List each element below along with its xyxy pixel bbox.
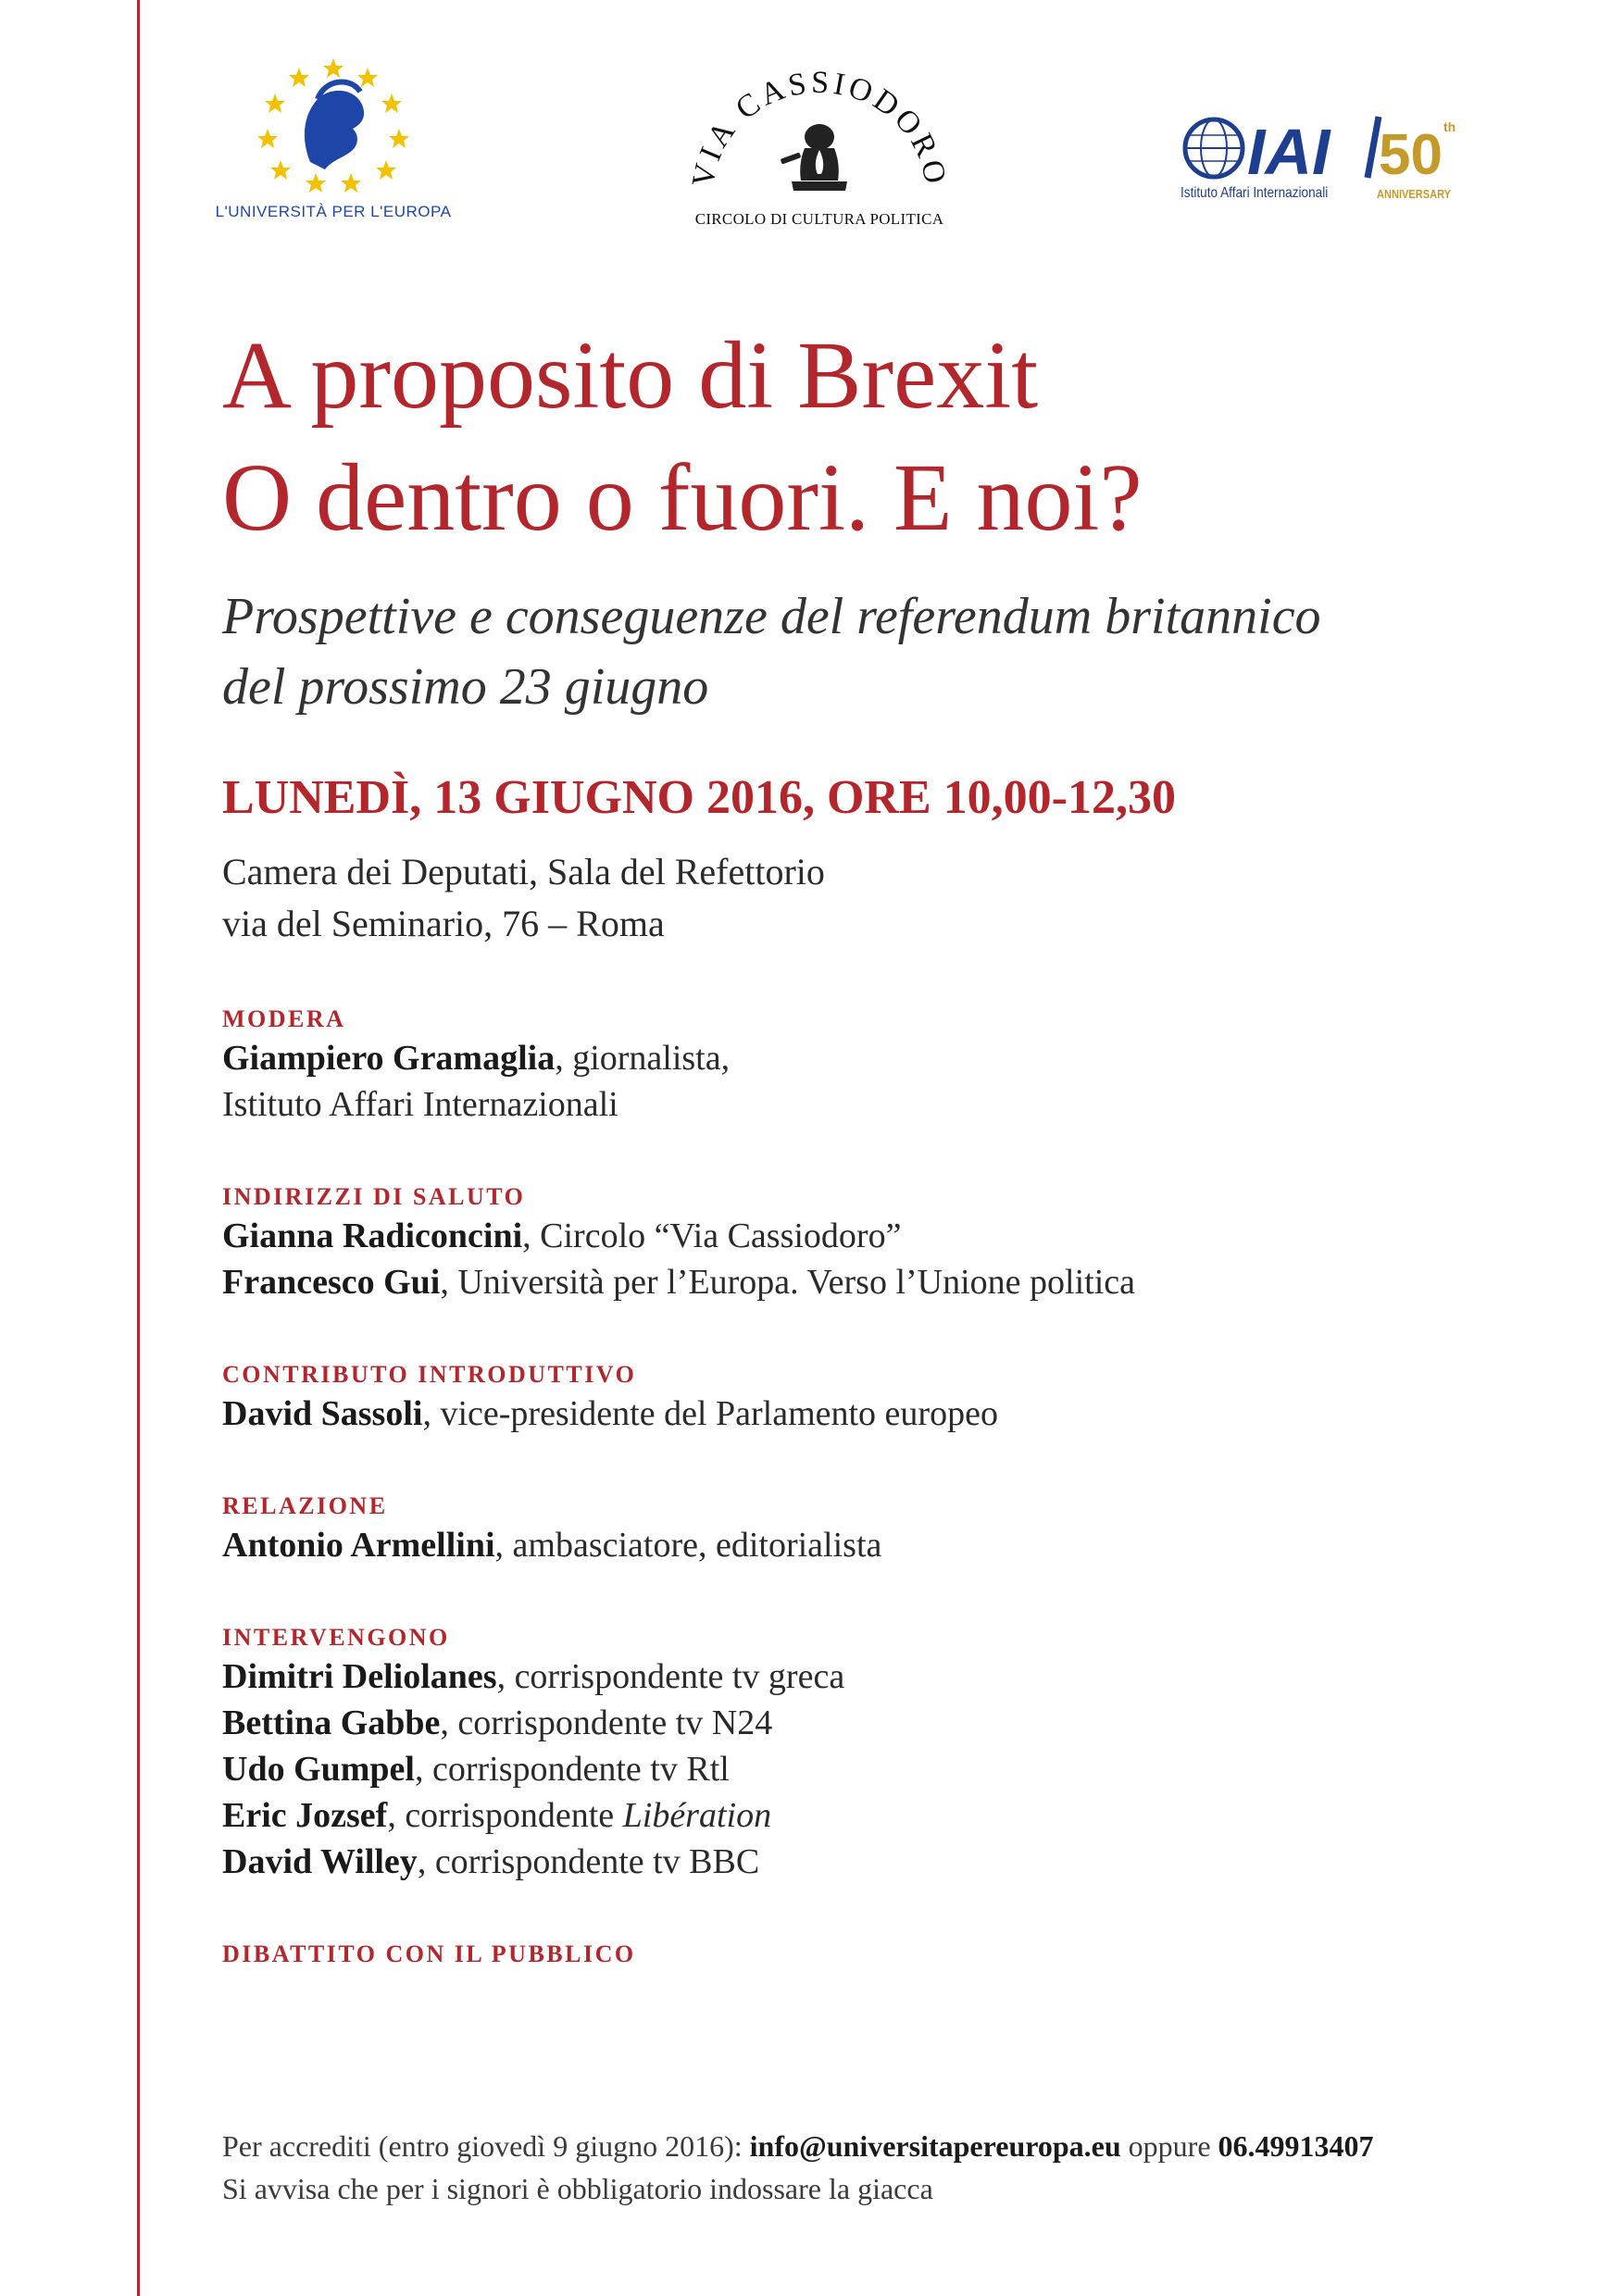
iai-name: Istituto Affari Internazionali xyxy=(1181,185,1329,201)
person-line xyxy=(222,1259,1537,1305)
person-line xyxy=(222,1213,1537,1259)
section-dibattito xyxy=(222,1939,1537,1970)
person-name: Dimitri Deliolanes xyxy=(222,1657,497,1696)
person-role: , corrispondente tv N24 xyxy=(440,1703,773,1742)
person-name: Udo Gumpel xyxy=(222,1750,415,1789)
person-line xyxy=(222,1792,1537,1839)
iai-globe-icon xyxy=(1181,113,1458,187)
eu-stars-helmet-icon xyxy=(245,51,421,199)
cassiodoro-figure-icon xyxy=(681,65,958,213)
person-line xyxy=(222,1700,1537,1746)
contact-email[interactable]: info@universitapereuropa.eu xyxy=(749,2129,1121,2163)
person-role: , corrispondente tv Rtl xyxy=(414,1750,730,1789)
person-role: , Università per l’Europa. Verso l’Unione politica xyxy=(440,1263,1136,1302)
person-line xyxy=(222,1746,1537,1792)
accreditation-line xyxy=(222,2125,1555,2167)
person-line xyxy=(222,1391,1537,1437)
person-name: Bettina Gabbe xyxy=(222,1703,441,1742)
via-cassiodoro-logo xyxy=(681,65,958,250)
subtitle-line-1: Prospettive e conseguenze del referendum britannico xyxy=(222,588,1321,645)
section-label: INTERVENGONO xyxy=(222,1624,450,1651)
person-name: Antonio Armellini xyxy=(222,1526,495,1565)
cassiodoro-subtitle: CIRCOLO DI CULTURA POLITICA xyxy=(694,210,944,228)
person-role: , Circolo “Via Cassiodoro” xyxy=(522,1217,902,1255)
title-line-2: O dentro o fuori. E noi? xyxy=(222,444,1143,551)
contact-phone[interactable]: 06.49913407 xyxy=(1218,2129,1374,2163)
person-line xyxy=(222,1522,1537,1568)
person-role: , corrispondente tv greca xyxy=(496,1657,845,1696)
person-role: , vice-presidente del Parlamento europeo xyxy=(422,1394,998,1433)
universita-logo-text: L'UNIVERSITÀ PER L'EUROPA xyxy=(215,203,452,220)
section-relazione xyxy=(222,1491,1537,1568)
dress-code-note: Si avvisa che per i signori è obbligatorio indossare la giacca xyxy=(222,2172,933,2205)
person-role: , corrispondente tv BBC xyxy=(417,1842,760,1881)
cassiodoro-arc-text: VIA CASSIODORO xyxy=(685,65,954,191)
section-label: INDIRIZZI DI SALUTO xyxy=(222,1183,526,1210)
person-name: Giampiero Gramaglia xyxy=(222,1039,556,1078)
person-role: , corrispondente xyxy=(387,1796,623,1835)
person-line xyxy=(222,1839,1537,1885)
section-saluto xyxy=(222,1181,1537,1305)
person-role: , ambasciatore, editorialista xyxy=(494,1526,882,1565)
section-intervengono xyxy=(222,1622,1537,1885)
section-modera xyxy=(222,1004,1537,1128)
footer xyxy=(222,2125,1555,2210)
person-role: , giornalista, xyxy=(555,1039,731,1078)
venue-line-2: via del Seminario, 76 – Roma xyxy=(222,903,665,944)
subtitle xyxy=(222,581,1537,722)
section-label: RELAZIONE xyxy=(222,1492,388,1519)
person-role-italic: Libération xyxy=(622,1796,772,1835)
person-name: Eric Jozsef xyxy=(222,1796,388,1835)
person-line xyxy=(222,1035,1537,1081)
person-name: David Sassoli xyxy=(222,1394,423,1433)
section-contributo xyxy=(222,1359,1537,1437)
accreditation-middle: oppure xyxy=(1120,2129,1218,2163)
iai-logo xyxy=(1181,113,1458,215)
iai-anniversary: ANNIVERSARY xyxy=(1377,187,1452,201)
person-name: Francesco Gui xyxy=(222,1263,441,1302)
title-line-1: A proposito di Brexit xyxy=(222,322,1039,429)
section-label: CONTRIBUTO INTRODUTTIVO xyxy=(222,1361,637,1388)
iai-th: th xyxy=(1443,119,1456,134)
universita-per-europa-logo xyxy=(213,51,454,245)
person-line xyxy=(222,1653,1537,1700)
left-accent-rule xyxy=(137,0,140,2296)
main-content xyxy=(222,315,1537,1970)
person-name: Gianna Radiconcini xyxy=(222,1217,523,1255)
iai-mark: IAI xyxy=(1247,116,1330,187)
venue-line-1: Camera dei Deputati, Sala del Refettorio xyxy=(222,851,825,892)
section-label: DIBATTITO CON IL PUBBLICO xyxy=(222,1940,636,1967)
subtitle-line-2: del prossimo 23 giugno xyxy=(222,658,709,716)
accreditation-prefix: Per accrediti (entro giovedì 9 giugno 2016): xyxy=(222,2129,750,2163)
affiliation-line: Istituto Affari Internazionali xyxy=(222,1085,618,1124)
iai-fifty: 50 xyxy=(1379,123,1443,187)
venue xyxy=(222,846,1537,950)
section-label: MODERA xyxy=(222,1005,346,1032)
event-date: LUNEDÌ, 13 GIUGNO 2016, ORE 10,00-12,30 xyxy=(222,771,1176,824)
person-name: David Willey xyxy=(222,1842,418,1881)
